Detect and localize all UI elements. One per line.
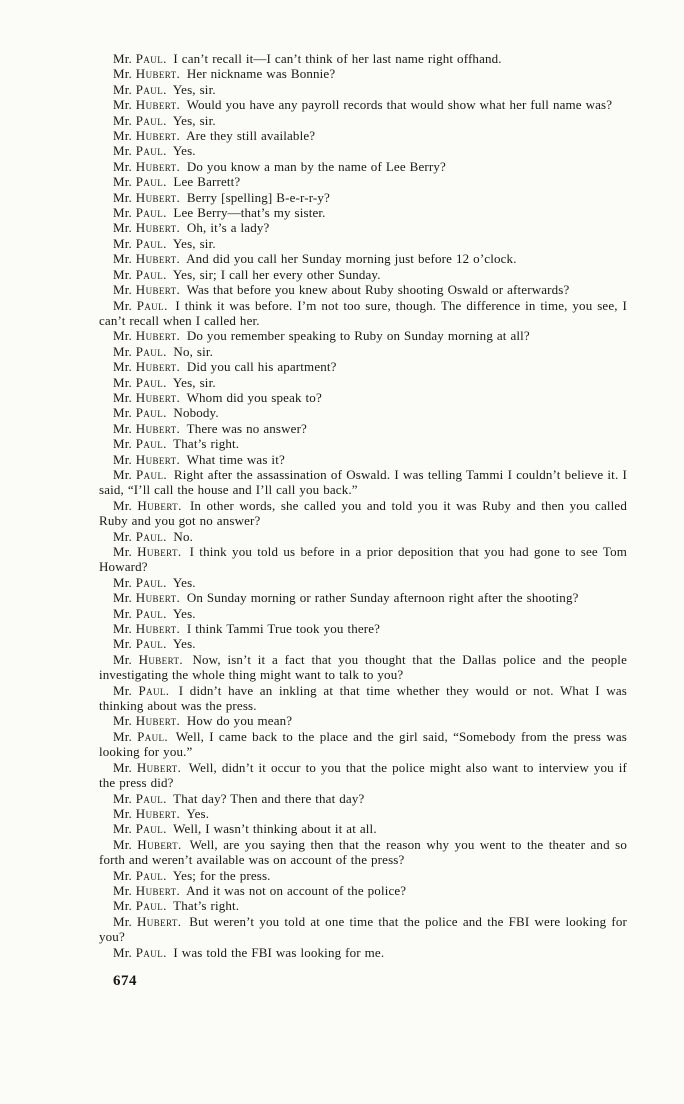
speaker-surname: Paul	[136, 466, 164, 482]
speaker-name: Mr. Paul.	[113, 944, 167, 960]
speaker-surname: Paul	[138, 682, 166, 698]
speaker-name: Mr. Hubert.	[113, 497, 182, 513]
speaker-surname: Paul	[135, 821, 164, 837]
speaker-name: Mr. Hubert.	[113, 590, 180, 606]
speaker-surname: Paul	[135, 790, 164, 806]
dialogue-line: Mr. Hubert. Yes.	[113, 805, 210, 821]
dialogue-line: Mr. Paul. That’s right.	[113, 436, 240, 452]
speaker-name: Mr. Paul.	[113, 174, 167, 190]
speaker-name: Mr. Paul.	[113, 81, 167, 97]
speaker-name: Mr. Paul.	[113, 636, 167, 652]
dialogue-line: Mr. Paul. I was told the FBI was looking for me.	[113, 944, 385, 960]
speaker-name: Mr. Hubert.	[113, 836, 182, 852]
dialogue-line: Mr. Hubert. I think you told us before in a prior deposition that you had gone to see Tom Howard?	[99, 544, 627, 575]
speaker-surname: Hubert	[135, 389, 177, 405]
speaker-name: Mr. Paul.	[113, 235, 167, 251]
dialogue-line: Mr. Hubert. Do you know a man by the name of Lee Berry?	[113, 158, 446, 174]
speaker-surname: Hubert	[135, 328, 177, 344]
speaker-name: Mr. Hubert.	[113, 759, 181, 775]
speaker-name: Mr. Paul.	[113, 343, 167, 359]
speaker-name: Mr. Hubert.	[113, 189, 180, 205]
speaker-name: Mr. Hubert.	[113, 128, 180, 144]
speaker-name: Mr. Paul.	[113, 205, 167, 221]
dialogue-line: Mr. Paul. Yes.	[113, 143, 196, 159]
speaker-name: Mr. Hubert.	[113, 158, 180, 174]
dialogue-line: Mr. Hubert. On Sunday morning or rather Sunday afternoon right after the shooting?	[113, 590, 579, 606]
dialogue-line: Mr. Paul. Yes.	[113, 574, 196, 590]
dialogue-line: Mr. Paul. I didn’t have an inkling at that time whether they would or not. What I was thinking about was the press.	[99, 682, 627, 714]
speaker-name: Mr. Hubert.	[113, 651, 183, 667]
speaker-surname: Paul	[135, 266, 164, 282]
speaker-surname: Hubert	[135, 713, 177, 729]
dialogue-line: Mr. Paul. Yes.	[113, 636, 196, 652]
speaker-name: Mr. Hubert.	[113, 66, 180, 82]
speaker-name: Mr. Paul.	[113, 112, 167, 128]
speaker-name: Mr. Hubert.	[113, 220, 180, 236]
speaker-name: Mr. Hubert.	[113, 389, 180, 405]
speaker-name: Mr. Paul.	[113, 466, 167, 482]
dialogue-line: Mr. Hubert. Her nickname was Bonnie?	[113, 66, 336, 82]
speaker-surname: Paul	[135, 143, 164, 159]
speaker-name: Mr. Hubert.	[113, 713, 180, 729]
dialogue-line: Mr. Paul. Yes, sir.	[113, 81, 216, 97]
dialogue-line: Mr. Hubert. Did you call his apartment?	[113, 359, 337, 375]
dialogue-line: Mr. Hubert. Do you remember speaking to Ruby on Sunday morning at all?	[113, 328, 530, 344]
speaker-surname: Hubert	[135, 590, 177, 606]
transcript-text-block	[99, 51, 627, 960]
dialogue-line: Mr. Hubert. Berry [spelling] B-e-r-r-y?	[113, 189, 330, 205]
dialogue-line: Mr. Paul. Yes, sir.	[113, 235, 216, 251]
speaker-name: Mr. Hubert.	[113, 282, 180, 298]
dialogue-line: Mr. Paul. No, sir.	[113, 343, 214, 359]
speaker-surname: Paul	[135, 51, 164, 66]
speaker-surname: Hubert	[135, 251, 177, 267]
speaker-name: Mr. Hubert.	[113, 913, 182, 929]
dialogue-line: Mr. Paul. Yes; for the press.	[113, 867, 271, 883]
speaker-name: Mr. Paul.	[113, 821, 167, 837]
dialogue-line: Mr. Paul. Nobody.	[113, 405, 219, 421]
dialogue-line: Mr. Paul. That’s right.	[113, 898, 240, 914]
speaker-surname: Hubert	[137, 913, 178, 929]
speaker-name: Mr. Paul.	[113, 898, 167, 914]
speaker-surname: Hubert	[135, 158, 177, 174]
speaker-name: Mr. Hubert.	[113, 97, 180, 113]
dialogue-line: Mr. Hubert. Now, isn’t it a fact that you thought that the Dallas police and the people investigating the whole thing might want to talk to you?	[99, 651, 627, 683]
speaker-name: Mr. Paul.	[113, 605, 167, 621]
speaker-surname: Hubert	[135, 97, 177, 113]
speaker-surname: Paul	[135, 374, 164, 390]
dialogue-line: Mr. Paul. Well, I wasn’t thinking about it at all.	[113, 821, 377, 837]
speaker-name: Mr. Hubert.	[113, 544, 182, 559]
speaker-name: Mr. Hubert.	[113, 805, 180, 821]
dialogue-line: Mr. Hubert. Oh, it’s a lady?	[113, 220, 270, 236]
speaker-name: Mr. Hubert.	[113, 251, 180, 267]
dialogue-line: Mr. Paul. I think it was before. I’m not too sure, though. The difference in time, you see, I can’t recall when I called her.	[99, 297, 628, 328]
speaker-name: Mr. Hubert.	[113, 328, 180, 344]
dialogue-line: Mr. Hubert. But weren’t you told at one time that the police and the FBI were looking for you?	[99, 913, 627, 945]
speaker-surname: Hubert	[135, 451, 177, 467]
speaker-surname: Hubert	[137, 836, 179, 852]
dialogue-line: Mr. Hubert. Was that before you knew about Ruby shooting Oswald or afterwards?	[113, 282, 570, 298]
speaker-surname: Hubert	[135, 420, 177, 436]
speaker-surname: Hubert	[135, 189, 177, 205]
speaker-name: Mr. Hubert.	[113, 420, 180, 436]
speaker-surname: Paul	[135, 944, 164, 960]
speaker-surname: Hubert	[135, 66, 177, 82]
speaker-surname: Paul	[135, 405, 164, 421]
speaker-surname: Paul	[135, 528, 164, 544]
speaker-name: Mr. Paul.	[113, 574, 167, 590]
speaker-surname: Paul	[135, 235, 164, 251]
speaker-surname: Paul	[135, 605, 164, 621]
dialogue-line: Mr. Paul. That day? Then and there that day?	[113, 790, 365, 806]
speaker-name: Mr. Paul.	[113, 867, 167, 883]
speaker-name: Mr. Hubert.	[113, 359, 180, 375]
dialogue-line: Mr. Paul. Yes.	[113, 605, 196, 621]
speaker-surname: Paul	[135, 867, 164, 883]
dialogue-line: Mr. Hubert. There was no answer?	[113, 420, 307, 436]
dialogue-line: Mr. Hubert. Would you have any payroll records that would show what her full name was?	[113, 97, 613, 113]
dialogue-line: Mr. Paul. I can’t recall it—I can’t think of her last name right offhand.	[113, 51, 502, 66]
dialogue-line: Mr. Paul. Well, I came back to the place and the girl said, “Somebody from the press was looking for you.”	[99, 728, 627, 760]
dialogue-line: Mr. Hubert. And it was not on account of the police?	[113, 882, 407, 898]
speaker-surname: Hubert	[135, 220, 177, 236]
speaker-surname: Paul	[135, 898, 164, 914]
speaker-surname: Paul	[135, 436, 164, 452]
dialogue-line: Mr. Hubert. And did you call her Sunday morning just before 12 o’clock.	[113, 251, 517, 267]
dialogue-line: Mr. Hubert. Well, didn’t it occur to you that the police might also want to interview you if the press did?	[99, 759, 627, 791]
dialogue-line: Mr. Hubert. What time was it?	[113, 451, 285, 467]
speaker-surname: Paul	[136, 297, 165, 313]
speaker-surname: Paul	[135, 112, 164, 128]
speaker-name: Mr. Hubert.	[113, 621, 180, 637]
speaker-name: Mr. Paul.	[113, 528, 167, 544]
dialogue-line: Mr. Paul. Yes, sir.	[113, 112, 216, 128]
dialogue-line: Mr. Hubert. I think Tammi True took you there?	[113, 621, 381, 637]
page-number: 674	[113, 972, 137, 989]
speaker-name: Mr. Paul.	[113, 266, 167, 282]
speaker-surname: Hubert	[135, 621, 177, 637]
speaker-surname: Paul	[135, 205, 164, 221]
speaker-name: Mr. Paul.	[113, 405, 167, 421]
speaker-surname: Paul	[135, 174, 164, 190]
dialogue-line: Mr. Paul. Lee Berry—that’s my sister.	[113, 205, 326, 221]
speaker-surname: Paul	[137, 728, 165, 744]
dialogue-line: Mr. Paul. Yes, sir; I call her every other Sunday.	[113, 266, 381, 282]
speaker-name: Mr. Hubert.	[113, 882, 180, 898]
speaker-surname: Paul	[135, 343, 164, 359]
dialogue-line: Mr. Hubert. Are they still available?	[113, 128, 316, 144]
dialogue-line: Mr. Hubert. In other words, she called you and told you it was Ruby and then you called Ruby and you got no answer?	[99, 497, 627, 529]
speaker-surname: Paul	[135, 574, 164, 590]
speaker-surname: Hubert	[137, 497, 179, 513]
speaker-name: Mr. Paul.	[113, 374, 167, 390]
speaker-name: Mr. Paul.	[113, 682, 170, 698]
speaker-surname: Hubert	[135, 282, 177, 298]
dialogue-line: Mr. Paul. Yes, sir.	[113, 374, 216, 390]
speaker-surname: Hubert	[135, 805, 177, 821]
speaker-surname: Hubert	[137, 544, 178, 559]
dialogue-line: Mr. Hubert. How do you mean?	[113, 713, 293, 729]
speaker-name: Mr. Paul.	[113, 436, 167, 452]
speaker-name: Mr. Hubert.	[113, 451, 180, 467]
speaker-surname: Hubert	[136, 759, 178, 775]
speaker-surname: Hubert	[135, 882, 177, 898]
speaker-surname: Paul	[135, 81, 164, 97]
speaker-name: Mr. Paul.	[113, 297, 168, 313]
speaker-surname: Hubert	[135, 359, 177, 375]
speaker-surname: Hubert	[138, 651, 180, 667]
dialogue-line: Mr. Hubert. Whom did you speak to?	[113, 389, 322, 405]
speaker-name: Mr. Paul.	[113, 143, 167, 159]
dialogue-line: Mr. Paul. No.	[113, 528, 194, 544]
dialogue-line: Mr. Paul. Right after the assassination of Oswald. I was telling Tammi I couldn’t believe it. I said, “I’ll call the house and I’ll call you back.”	[99, 466, 627, 498]
dialogue-line: Mr. Hubert. Well, are you saying then that the reason why you went to the theater and so forth and weren’t available was on account of the press?	[99, 836, 627, 868]
speaker-surname: Paul	[135, 636, 164, 652]
speaker-name: Mr. Paul.	[113, 790, 167, 806]
speaker-surname: Hubert	[135, 128, 177, 144]
speaker-name: Mr. Paul.	[113, 51, 167, 66]
dialogue-line: Mr. Paul. Lee Barrett?	[113, 174, 241, 190]
speaker-name: Mr. Paul.	[113, 728, 168, 744]
